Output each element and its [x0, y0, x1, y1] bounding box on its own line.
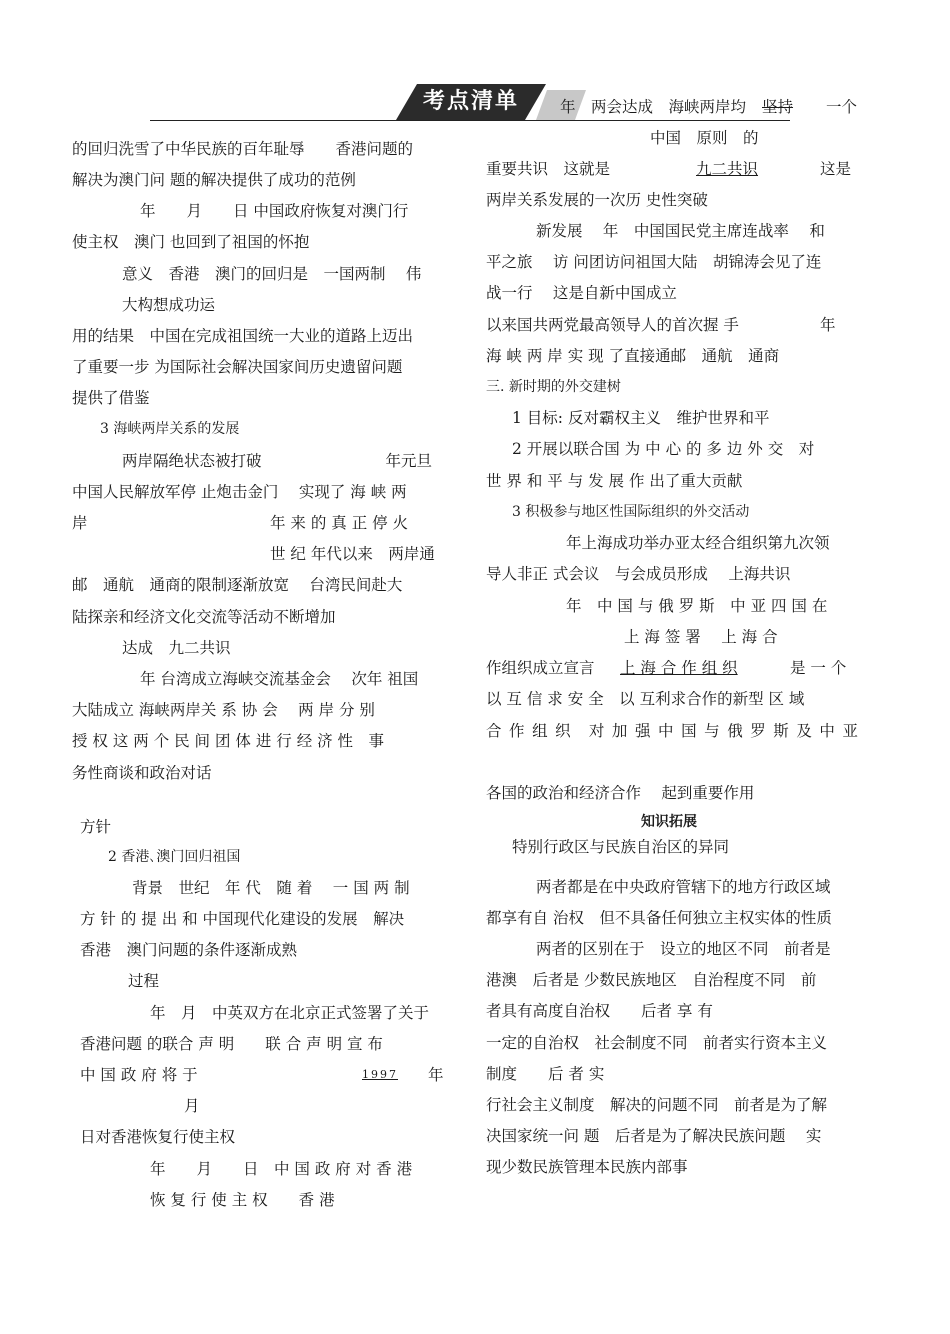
- text-line: 意义 香港 澳门的回归是 一国两制 伟: [122, 265, 422, 283]
- text-line: 方 针 的 提 出 和 中国现代化建设的发展 解决: [80, 910, 405, 928]
- text-line: 年 月 日 中 国 政 府 对 香 港: [150, 1160, 413, 1178]
- text-line: 3 积极参与地区性国际组织的外交活动: [512, 504, 750, 520]
- text-line: 年: [820, 316, 836, 334]
- text-line: 月: [184, 1097, 200, 1115]
- text-line: 用的结果 中国在完成祖国统一大业的道路上迈出: [72, 327, 414, 345]
- text-line: 两岸隔绝状态被打破 年元旦: [122, 452, 433, 470]
- text-line: 制度 后 者 实: [486, 1065, 605, 1083]
- text-line: 使主权 澳门 也回到了祖国的怀抱: [72, 233, 310, 251]
- text-line: 两者的区别在于 设立的地区不同 前者是: [536, 940, 831, 958]
- text-line: 的回归洗雪了中华民族的百年耻辱 香港问题的: [72, 140, 414, 158]
- text-line: 现少数民族管理本民族内部事: [486, 1158, 688, 1176]
- subsection-heading: 3 海峡两岸关系的发展: [100, 421, 240, 437]
- struck-text: 坚持: [762, 98, 794, 116]
- text-line: 恢 复 行 使 主 权 香 港: [150, 1191, 335, 1209]
- text-line: 陆探亲和经济文化交流等活动不断增加: [72, 608, 336, 626]
- text-line: 务性商谈和政治对话: [72, 764, 212, 782]
- underlined-answer: 上 海 合 作 组 织: [620, 659, 738, 677]
- text-line: 背景 世纪 年 代 随 着 一 国 两 制: [132, 879, 410, 897]
- text-line: 上 海 签 署 上 海 合: [624, 628, 778, 646]
- text-line: 行社会主义制度 解决的问题不同 前者是为了解: [486, 1096, 828, 1114]
- text-line: 达成 九二共识: [122, 639, 231, 657]
- text-line: 年 月 中英双方在北京正式签署了关于: [150, 1004, 430, 1022]
- text-line: 一个: [826, 98, 858, 116]
- text-line: 了重要一步 为国际社会解决国家间历史遗留问题: [72, 358, 403, 376]
- text-line: 战一行 这是自新中国成立: [486, 284, 677, 302]
- text-line: 都享有自 治权 但不具备任何独立主权实体的性质: [486, 909, 832, 927]
- text-line: 海 峡 两 岸 实 现 了直接通邮 通航 通商: [486, 347, 780, 365]
- text-line: 日对香港恢复行使主权: [80, 1128, 236, 1146]
- text-line: 是 一 个: [790, 659, 847, 677]
- knowledge-extension-heading: 知识拓展: [641, 814, 697, 830]
- text-line: 以 互 信 求 安 全 以 互利求合作的新型 区 域: [486, 690, 805, 708]
- text-line: 年: [428, 1066, 444, 1084]
- text-line: 导人非正 式会议 与会成员形成 上海共识: [486, 565, 791, 583]
- text-line: 年上海成功举办亚太经合组织第九次领: [566, 534, 830, 552]
- text-line: 年 两会达成 海峡两岸均: [560, 98, 747, 116]
- text-line: 大构想成功运: [122, 296, 216, 314]
- text-line: 年 月 日 中国政府恢复对澳门行: [140, 202, 409, 220]
- text-line: 方针: [80, 818, 112, 836]
- text-line: 1 目标: 反对霸权主义 维护世界和平: [512, 409, 770, 427]
- text-line: 各国的政治和经济合作 起到重要作用: [486, 784, 755, 802]
- text-line: 授 权 这 两 个 民 间 团 体 进 行 经 济 性 事: [72, 732, 385, 750]
- text-line: 以来国共两党最高领导人的首次握 手: [486, 316, 739, 334]
- text-line: 决国家统一问 题 后者是为了解决民族问题 实: [486, 1127, 822, 1145]
- text-line: 两岸关系发展的一次历 史性突破: [486, 191, 708, 209]
- text-line: 世 界 和 平 与 发 展 作 出了重大贡献: [486, 472, 743, 490]
- text-line: 解决为澳门问 题的解决提供了成功的范例: [72, 171, 356, 189]
- text-line: 中国人民解放军停 止炮击金门 实现了 海 峡 两: [72, 483, 407, 501]
- text-line: 大陆成立 海峡两岸关 系 协 会 两 岸 分 别: [72, 701, 375, 719]
- text-line: 香港 澳门问题的条件逐渐成熟: [80, 941, 298, 959]
- text-line: 港澳 后者是 少数民族地区 自治程度不同 前: [486, 971, 817, 989]
- text-line: 作组织成立宣言: [486, 659, 595, 677]
- text-line: 新发展 年 中国国民党主席连战率 和: [536, 222, 825, 240]
- text-line: 平之旅 访 问团访问祖国大陆 胡锦涛会见了连: [486, 253, 822, 271]
- subsection-heading: 2 香港､澳门回归祖国: [108, 849, 241, 865]
- text-line: 合 作 组 织 对 加 强 中 国 与 俄 罗 斯 及 中 亚: [486, 722, 858, 740]
- text-line: 一定的自治权 社会制度不同 前者实行资本主义: [486, 1034, 828, 1052]
- text-line: 岸: [72, 514, 88, 532]
- text-line: 这是: [820, 160, 852, 178]
- header-rule: [150, 120, 790, 121]
- text-line: 特别行政区与民族自治区的异同: [512, 838, 730, 856]
- text-line: 年 台湾成立海峡交流基金会 次年 祖国: [140, 670, 419, 688]
- text-line: 两者都是在中央政府管辖下的地方行政区域: [536, 878, 831, 896]
- text-line: 过程: [128, 972, 160, 990]
- text-line: 2 开展以联合国 为 中 心 的 多 边 外 交 对: [512, 440, 815, 458]
- section-heading: 三. 新时期的外交建树: [486, 379, 621, 395]
- text-line: 重要共识 这就是: [486, 160, 611, 178]
- text-line: 中国 原则 的: [650, 129, 759, 147]
- text-line: 提供了借鉴: [72, 389, 150, 407]
- text-line: 中 国 政 府 将 于: [80, 1066, 198, 1084]
- text-line: 香港问题 的联合 声 明 联 合 声 明 宣 布: [80, 1035, 383, 1053]
- text-line: 世 纪 年代以来 两岸通: [270, 545, 435, 563]
- underlined-answer: 1997: [362, 1068, 398, 1081]
- text-line: 年 中 国 与 俄 罗 斯 中 亚 四 国 在: [566, 597, 828, 615]
- text-line: 年 来 的 真 正 停 火: [270, 514, 409, 532]
- text-line: 邮 通航 通商的限制逐渐放宽 台湾民间赴大: [72, 576, 403, 594]
- section-title: 考点清单: [422, 89, 519, 114]
- text-line: 者具有高度自治权 后者 享 有: [486, 1002, 713, 1020]
- underlined-answer: 九二共识: [696, 160, 759, 178]
